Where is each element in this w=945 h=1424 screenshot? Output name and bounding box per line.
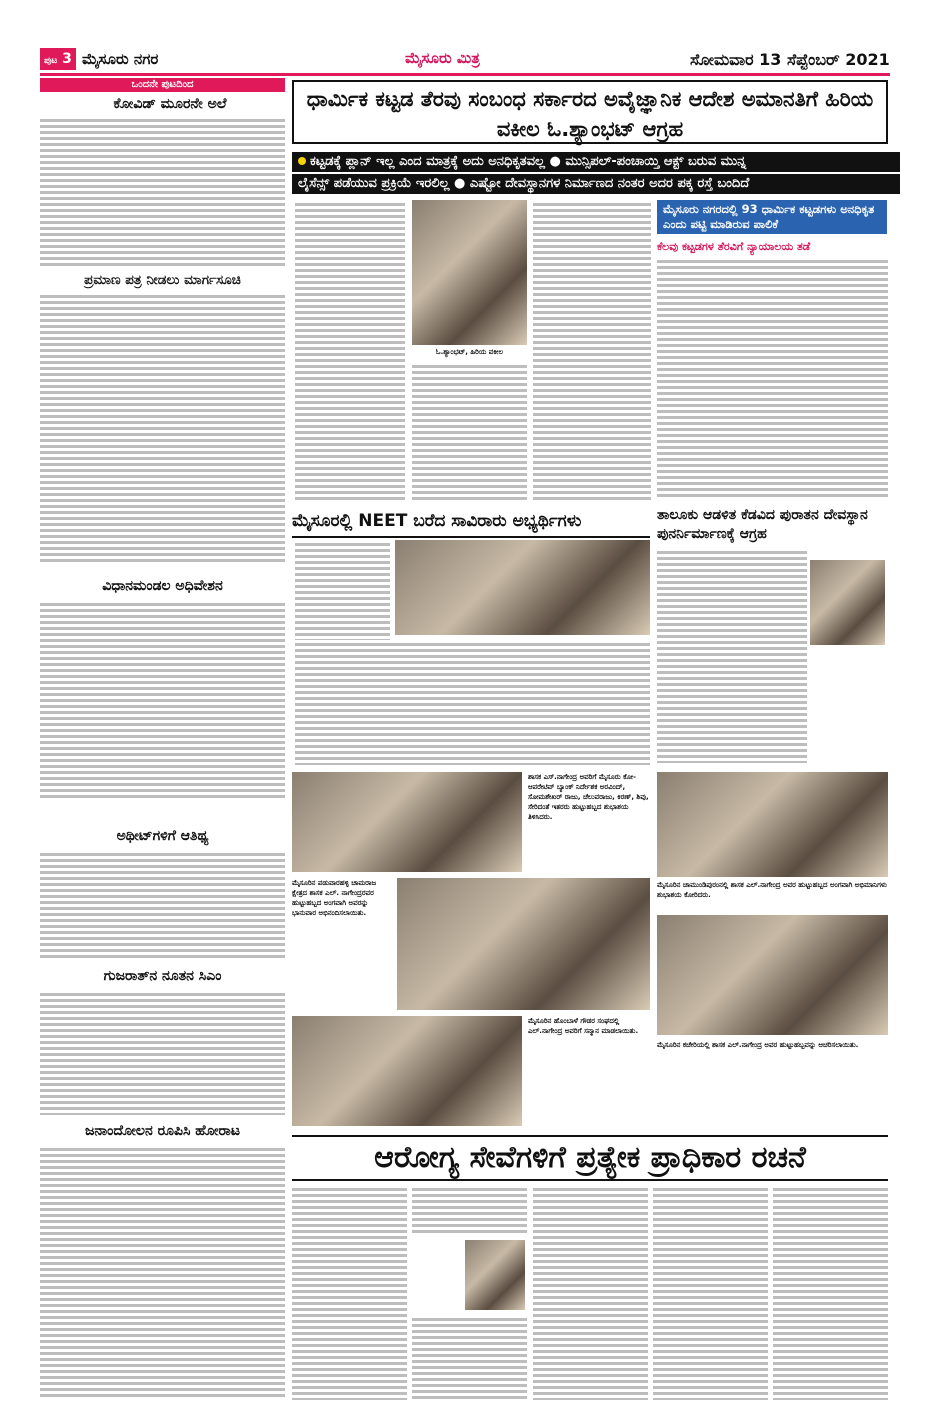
bottom-article-text [292, 1185, 407, 1400]
cm-photo [465, 1240, 525, 1310]
section-name: ಮೈಸೂರು ನಗರ [82, 50, 159, 68]
issue-date: ಸೋಮವಾರ 13 ಸೆಪ್ಟೆಂಬರ್ 2021 [690, 50, 890, 69]
neet-headline: ಮೈಸೂರಲ್ಲಿ NEET ಬರೆದ ಸಾವಿರಾರು ಅಭ್ಯರ್ಥಿಗಳು [292, 506, 650, 538]
right-box-title: ಮೈಸೂರು ನಗರದಲ್ಲಿ 93 ಧಾರ್ಮಿಕ ಕಟ್ಟಡಗಳು ಅನಧಿಕೃತ ಎಂದು ಪಟ್ಟಿ ಮಾಡಿರುವ ಪಾಲಿಕೆ [657, 200, 887, 234]
lead-headline: ಧಾರ್ಮಿಕ ಕಟ್ಟಡ ತೆರವು ಸಂಬಂಧ ಸರ್ಕಾರದ ಅವೈಜ್ಞಾನಿಕ ಆದೇಶ ಅಮಾನತಿಗೆ ಹಿರಿಯ ವಕೀಲ ಓ.ಶ್ಯಾಂಭಟ್ ಆಗ್ರಹ [292, 80, 888, 144]
headline-assembly-session: ವಿಧಾನಮಂಡಲ ಅಧಿವೇಶನ [102, 578, 223, 594]
photo-caption: ಓ.ಶ್ಯಾಂಭಟ್, ಹಿರಿಯ ವಕೀಲ [435, 348, 504, 356]
temple-article-text [657, 548, 807, 763]
masthead: ಮೈಸೂರು ಮಿತ್ರ [405, 49, 480, 67]
header-rule [40, 73, 890, 76]
left-column [40, 78, 285, 1403]
bottom-headline: ಆರೋಗ್ಯ ಸೇವೆಗಳಿಗೆ ಪ್ರತ್ಯೇಕ ಪ್ರಾಧಿಕಾರ ರಚನೆ [292, 1135, 888, 1181]
event-photo-4 [657, 915, 888, 1035]
person-photo [810, 560, 885, 645]
article-text [40, 990, 285, 1115]
bottom-article-text [412, 1185, 527, 1235]
article-text [40, 1145, 285, 1400]
page-number: 3 [62, 51, 72, 67]
page-number-box [40, 48, 76, 70]
article-text [40, 850, 285, 960]
bottom-article-text [773, 1185, 888, 1400]
bottom-article-text [412, 1315, 527, 1400]
lead-band-2 [292, 174, 900, 194]
headline-mass-movement: ಜನಾಂದೋಲನ ರೂಪಿಸಿ ಹೋರಾಟ [85, 1123, 240, 1139]
lead-band-1 [292, 152, 900, 172]
bottom-article-text [653, 1185, 768, 1400]
continued-label: ಒಂದನೇ ಪುಟದಿಂದ [40, 78, 285, 92]
headline-athlete-hospitality: ಅಥೀಟ್‌ಗಳಿಗೆ ಆತಿಥ್ಯ [116, 828, 209, 844]
caption-5: ಮೈಸೂರಿನ ಕಚೇರಿಯಲ್ಲಿ ಶಾಸಕ ಎಲ್.ನಾಗೇಂದ್ರ ಅವರ ಹುಟ್ಟುಹಬ್ಬವನ್ನು ಆಚರಿಸಲಾಯಿತು. [657, 1041, 859, 1049]
bullet-icon [298, 157, 306, 165]
neet-article-text [295, 540, 390, 640]
event-photo-1 [292, 772, 522, 872]
headline-certificate-guidelines: ಪ್ರಮಾಣ ಪತ್ರ ನೀಡಲು ಮಾರ್ಗಸೂಚಿ [84, 272, 241, 288]
lawyer-photo [412, 200, 527, 345]
right-box-text [657, 257, 888, 500]
article-text [40, 116, 285, 266]
headline-covid-third-wave: ಕೋವಿಡ್ ಮೂರನೇ ಅಲೆ [113, 96, 227, 112]
event-photo-3 [397, 878, 650, 1010]
page-label: ಪುಟ [44, 56, 58, 66]
temple-headline: ತಾಲೂಕು ಆಡಳಿತ ಕೆಡವಿದ ಪುರಾತನ ದೇವಸ್ಥಾನ ಪುನರ್ನಿರ್ಮಾಣಕ್ಕೆ ಆಗ್ರಹ [657, 507, 868, 542]
lead-article-text [295, 200, 405, 500]
article-text [40, 292, 285, 562]
caption-2: ಮೈಸೂರಿನ ಚಾಮುಂಡಿಪುರಂನಲ್ಲಿ ಶಾಸಕ ಎಲ್.ನಾಗೇಂದ್ರ ಅವರ ಹುಟ್ಟುಹಬ್ಬದ ಅಂಗವಾಗಿ ಅಭಿಮಾನಿಗಳು ಶುಭಾಶಯ ಕೋರಿದರು. [657, 881, 887, 899]
caption-3: ಮೈಸೂರಿನ ಪಡುವಾರಹಳ್ಳಿ ಚಾಮರಾಜ ಕ್ಷೇತ್ರದ ಶಾಸಕ ಎಲ್. ನಾಗೇಂದ್ರರವರ ಹುಟ್ಟುಹಬ್ಬದ ಅಂಗವಾಗಿ ಅವರನ್ನು ಭಾನುವಾರ ಅಭಿನಂದಿಸಲಾಯಿತು. [292, 879, 377, 917]
right-box-subhead: ಕೆಲವು ಕಟ್ಟಡಗಳ ತೆರವಿಗೆ ನ್ಯಾಯಾಲಯ ತಡೆ [657, 240, 811, 253]
caption-1: ಶಾಸಕ ಎಸ್.ನಾಗೇಂದ್ರ ಅವರಿಗೆ ಮೈಸೂರು ಕೋ-ಆಪರೇಟಿವ್ ಬ್ಯಾಂಕ್ ನಿರ್ದೇಶಕ ಅರವಿಂದ್, ಸೋಮಶೇಖರ್ ರಾಜು, ಚೆಲುವರಾಜು, ಕಿರಣ್, ಶಿವು, ಸೇರಿದಂತೆ ಇತರರು ಹುಟ್ಟುಹಬ್ಬದ ಶುಭಾಶಯ ತಿಳಿಸಿದರು. [528, 773, 649, 821]
lead-band-1-text: ಕಟ್ಟಡಕ್ಕೆ ಪ್ಲಾನ್ ಇಲ್ಲ ಎಂದ ಮಾತ್ರಕ್ಕೆ ಅದು ಅನಧಿಕೃತವಲ್ಲ ● ಮುನ್ಸಿಪಲ್-ಪಂಚಾಯ್ತಿ ಆಕ್ಟ್ ಬರುವ ಮುನ್ನ [310, 154, 747, 169]
lead-band-2-text: ಲೈಸೆನ್ಸ್ ಪಡೆಯುವ ಪ್ರಕ್ರಿಯೆ ಇರಲಿಲ್ಲ ● ಎಷ್ಟೋ ದೇವಸ್ಥಾನಗಳ ನಿರ್ಮಾಣದ ನಂತರ ಅದರ ಪಕ್ಕ ರಸ್ತೆ ಬಂದಿದೆ [298, 176, 750, 191]
lead-article-text [533, 200, 651, 500]
headline-gujarat-cm: ಗುಜರಾತ್‌ನ ನೂತನ ಸಿಎಂ [103, 968, 222, 984]
neet-article-text [295, 640, 650, 765]
page-header [0, 44, 945, 74]
neet-exam-photo [395, 540, 650, 635]
event-photo-5 [292, 1016, 522, 1126]
event-photo-2 [657, 772, 888, 877]
caption-4: ಮೈಸೂರಿನ ಹೊಂಬಾಳೆ ಗೌಡರ ಸಂಘದಲ್ಲಿ ಎಲ್.ನಾಗೇಂದ್ರ ಅವರಿಗೆ ಸನ್ಮಾನ ಮಾಡಲಾಯಿತು. [528, 1017, 639, 1035]
lead-article-text [412, 362, 527, 500]
bottom-article-text [533, 1185, 648, 1400]
article-text [40, 600, 285, 800]
